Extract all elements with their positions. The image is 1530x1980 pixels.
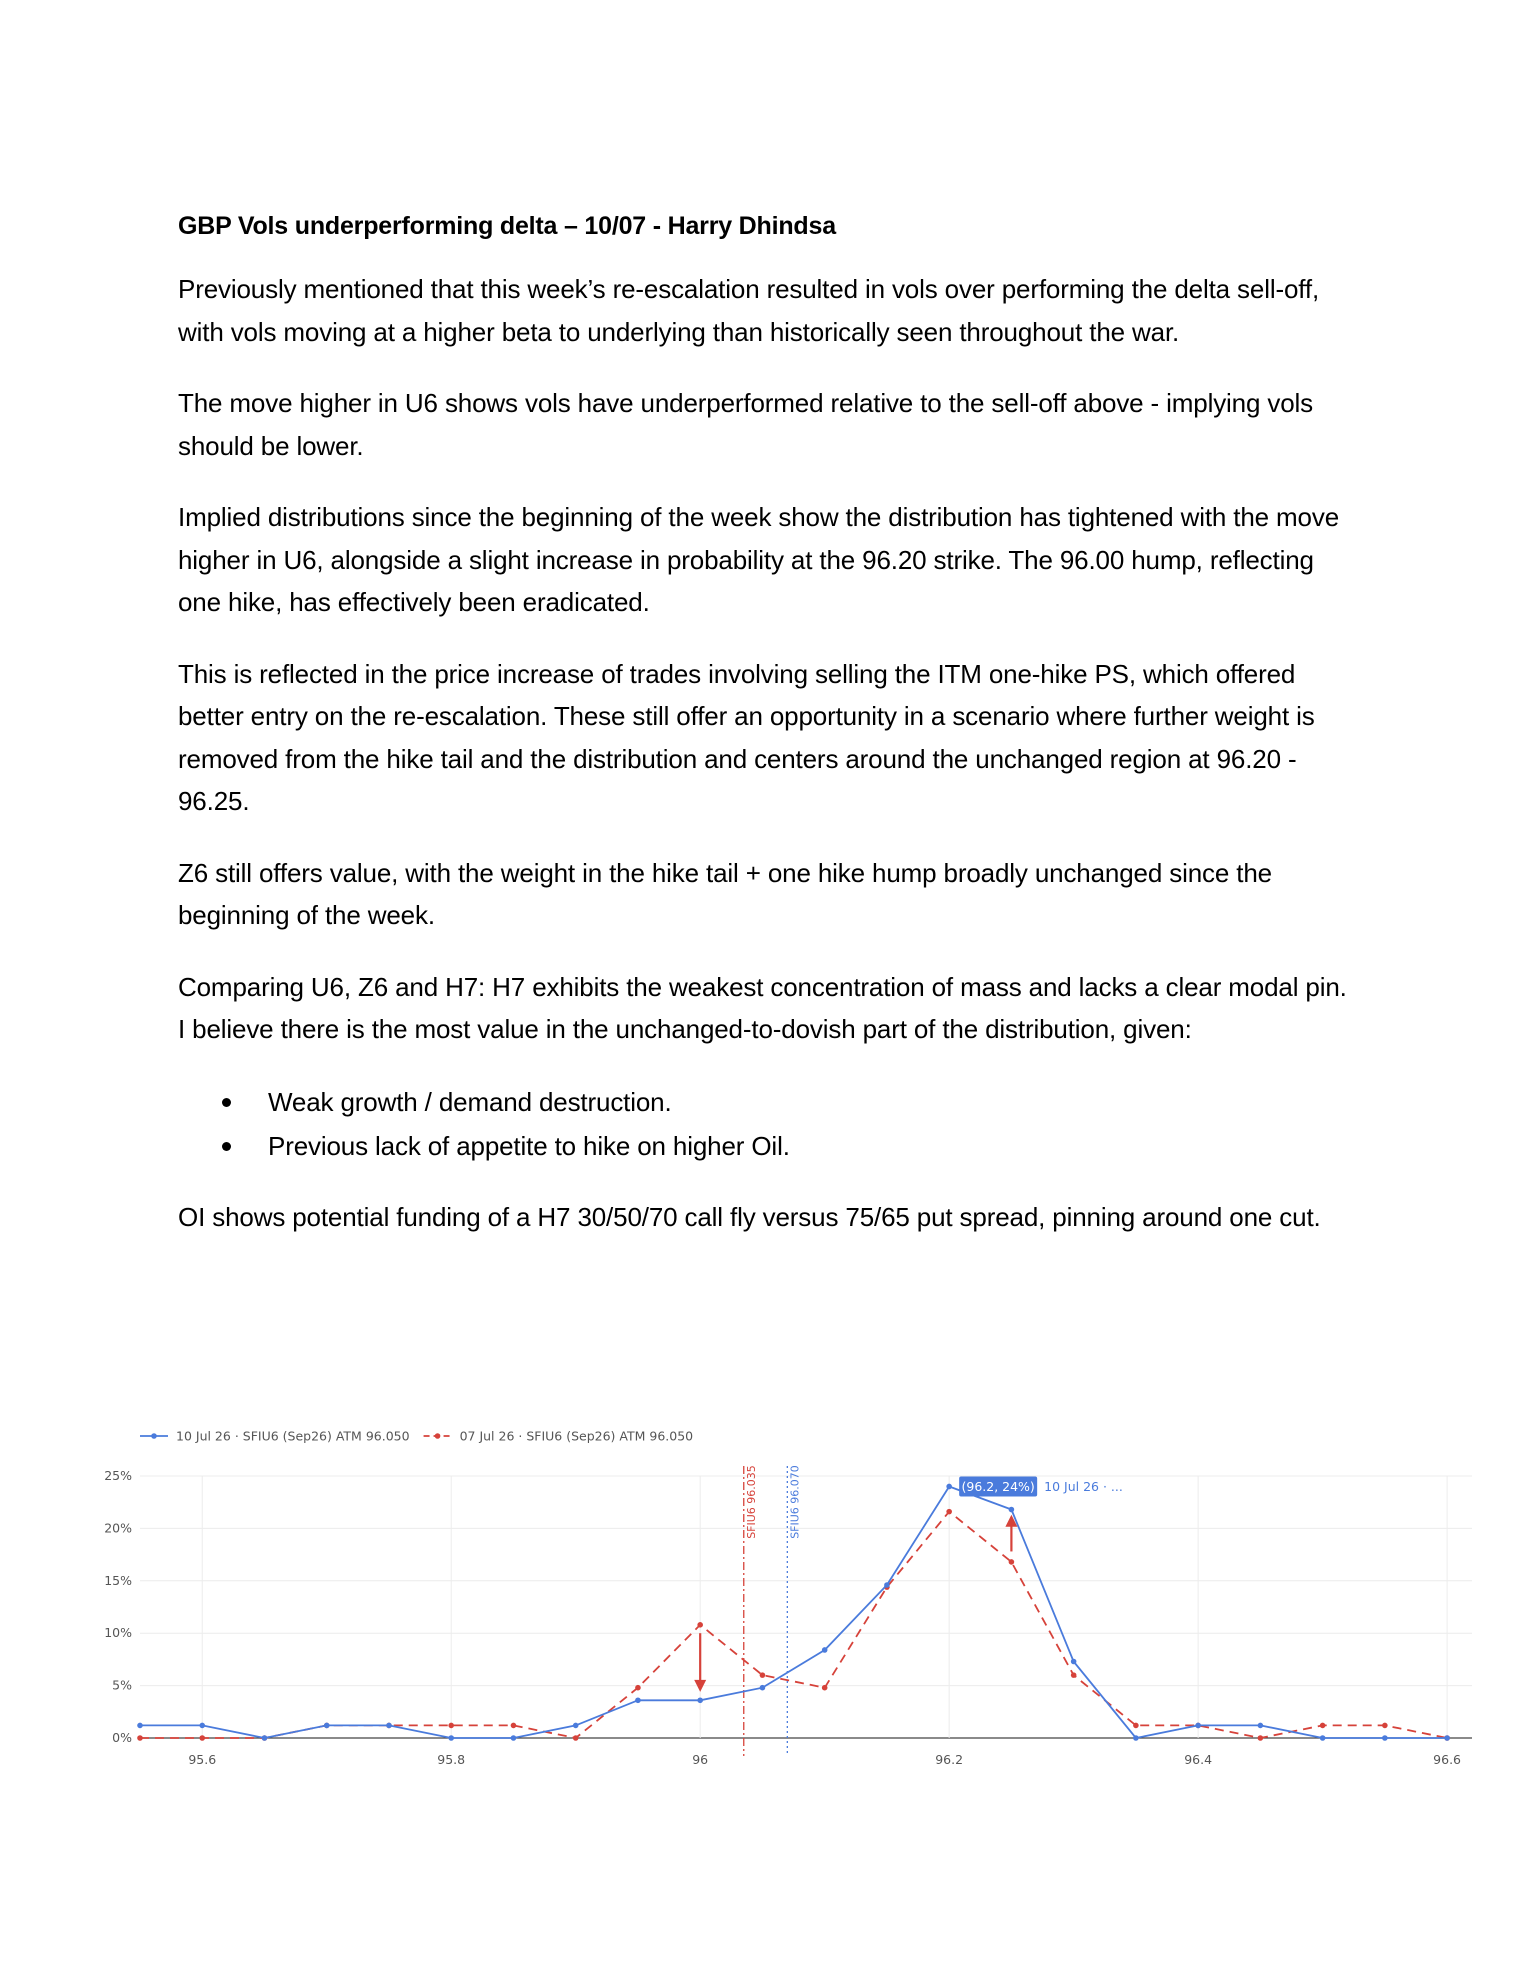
data-point	[1382, 1723, 1388, 1729]
closing-paragraph: OI shows potential funding of a H7 30/50/70 call fly versus 75/65 put spread, pinning around one cut.	[178, 1201, 1321, 1232]
legend-label: 10 Jul 26 · SFIU6 (Sep26) ATM 96.050	[176, 1428, 410, 1444]
legend-label: 07 Jul 26 · SFIU6 (Sep26) ATM 96.050	[459, 1428, 694, 1444]
y-tick-label: 20%	[104, 1520, 132, 1536]
reference-line-label: SFIU6 96.035	[744, 1465, 758, 1539]
y-tick-label: 0%	[112, 1730, 132, 1745]
data-point	[884, 1582, 890, 1588]
y-tick-label: 15%	[104, 1572, 132, 1588]
data-point	[1009, 1507, 1015, 1513]
data-point	[511, 1723, 517, 1729]
data-point	[137, 1723, 143, 1729]
paragraph-1: Previously mentioned that this week’s re-escalation resulted in vols over performing the delta sell-off, with vols moving at a higher beta to underlying than historically seen throughout the war.	[178, 274, 1320, 347]
data-point	[1444, 1735, 1450, 1741]
y-tick-label: 25%	[104, 1468, 132, 1483]
data-point	[946, 1509, 952, 1515]
annotation-box-label: (96.2, 24%)	[961, 1478, 1035, 1494]
data-point	[573, 1723, 579, 1729]
data-point	[1009, 1559, 1015, 1565]
x-tick-label: 95.6	[188, 1752, 217, 1767]
bullet-text: Previous lack of appetite to hike on higher Oil.	[268, 1130, 790, 1161]
data-point	[697, 1697, 703, 1703]
x-tick-label: 95.8	[437, 1752, 466, 1767]
y-tick-label: 10%	[104, 1625, 132, 1641]
implied-distribution-chart	[100, 1418, 1480, 1838]
data-point	[448, 1735, 454, 1741]
data-point	[697, 1622, 703, 1628]
data-point	[822, 1647, 828, 1653]
data-point	[1133, 1735, 1139, 1741]
data-point	[448, 1723, 454, 1729]
x-tick-label: 96.2	[935, 1752, 964, 1767]
paragraph-4: This is reflected in the price increase of trades involving selling the ITM one-hike PS, which offered better entry on the re-escalation. These still offer an opportunity in a scenario where further weight is removed from the hike tail and the distribution and centers around the unchanged region at 96.20 - 96.25.	[178, 658, 1315, 816]
data-point	[1071, 1659, 1077, 1665]
bullet-item	[178, 1080, 1358, 1124]
legend-marker	[151, 1433, 157, 1439]
bullet-list	[178, 1080, 1358, 1168]
reference-line-label: SFIU6 96.070	[788, 1465, 802, 1539]
x-tick-label: 96.4	[1184, 1752, 1213, 1767]
data-point	[1382, 1735, 1388, 1741]
y-tick-label: 5%	[112, 1677, 132, 1693]
data-point	[1320, 1735, 1326, 1741]
data-point	[760, 1672, 766, 1678]
bullet-icon	[222, 1142, 231, 1151]
data-point	[1071, 1672, 1077, 1678]
data-point	[386, 1723, 392, 1729]
data-point	[199, 1723, 205, 1729]
data-point	[1258, 1735, 1264, 1741]
paragraph-3: Implied distributions since the beginning of the week show the distribution has tightened with the move higher in U6, alongside a slight increase in probability at the 96.20 strike. The 96.00 hump, reflecting one hike, has effectively been eradicated.	[178, 502, 1340, 617]
data-point	[573, 1735, 579, 1741]
data-point	[137, 1735, 143, 1741]
bullet-text: Weak growth / demand destruction.	[268, 1086, 672, 1117]
document-heading: GBP Vols underperforming delta – 10/07 - Harry Dhindsa	[178, 212, 836, 240]
data-point	[635, 1697, 641, 1703]
x-tick-label: 96	[692, 1752, 709, 1767]
bullet-icon	[222, 1098, 231, 1107]
legend-marker	[435, 1433, 441, 1439]
annotation-trail-label: 10 Jul 26 · ...	[1044, 1478, 1123, 1494]
data-point	[262, 1735, 268, 1741]
data-point	[199, 1735, 205, 1741]
data-point	[822, 1685, 828, 1691]
document-body	[178, 206, 1358, 1267]
data-point	[1320, 1723, 1326, 1729]
data-point	[1133, 1723, 1139, 1729]
data-point	[1258, 1723, 1264, 1729]
data-point	[635, 1685, 641, 1691]
series-line	[140, 1512, 1447, 1738]
data-point	[1195, 1723, 1201, 1729]
bullet-item	[178, 1124, 1358, 1168]
data-point	[324, 1723, 330, 1729]
data-point	[946, 1484, 952, 1490]
data-point	[511, 1735, 517, 1741]
paragraph-5: Z6 still offers value, with the weight in the hike tail + one hike hump broadly unchanged since the beginning of the week.	[178, 857, 1272, 930]
chart-svg	[100, 1418, 1480, 1838]
paragraph-6: Comparing U6, Z6 and H7: H7 exhibits the weakest concentration of mass and lacks a clear modal pin. I believe there is the most value in the unchanged-to-dovish part of the distribution, given:	[178, 971, 1347, 1044]
data-point	[760, 1685, 766, 1691]
x-tick-label: 96.6	[1433, 1752, 1462, 1767]
paragraph-2: The move higher in U6 shows vols have underperformed relative to the sell-off above - implying vols should be lower.	[178, 388, 1314, 461]
